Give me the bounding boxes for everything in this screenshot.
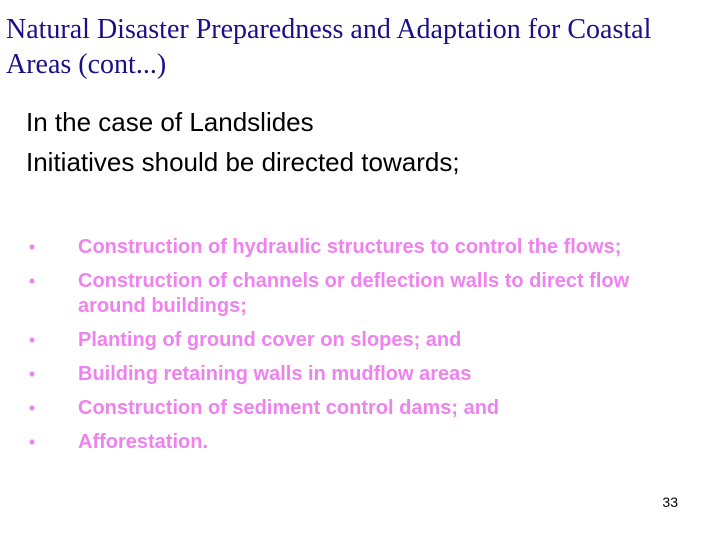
subtitle-line-2: Initiatives should be directed towards; — [26, 147, 460, 177]
bullet-icon: • — [28, 364, 36, 384]
bullet-icon: • — [28, 432, 36, 452]
subtitle-line-1: In the case of Landslides — [26, 107, 314, 137]
list-item — [0, 235, 700, 260]
bullet-text: Construction of hydraulic structures to control the flows; — [78, 236, 622, 258]
bullet-text: Building retaining walls in mudflow areas — [78, 363, 472, 385]
page-number: 33 — [662, 494, 678, 510]
list-item — [0, 269, 700, 319]
list-item — [0, 430, 700, 455]
list-item — [0, 328, 700, 353]
bullet-list — [0, 235, 700, 455]
bullet-icon: • — [28, 271, 36, 291]
slide-subtitle — [26, 102, 460, 182]
bullet-icon: • — [28, 237, 36, 257]
bullet-text: Planting of ground cover on slopes; and — [78, 329, 462, 351]
bullet-text: Construction of sediment control dams; and — [78, 397, 500, 419]
list-item — [0, 396, 700, 421]
bullet-icon: • — [28, 398, 36, 418]
bullet-text: Construction of channels or deflection walls to direct flow around buildings; — [78, 270, 630, 317]
slide-title: Natural Disaster Preparedness and Adaptation for Coastal Areas (cont...) — [6, 14, 652, 80]
bullet-icon: • — [28, 330, 36, 350]
bullet-text: Afforestation. — [78, 431, 208, 453]
list-item — [0, 362, 700, 387]
